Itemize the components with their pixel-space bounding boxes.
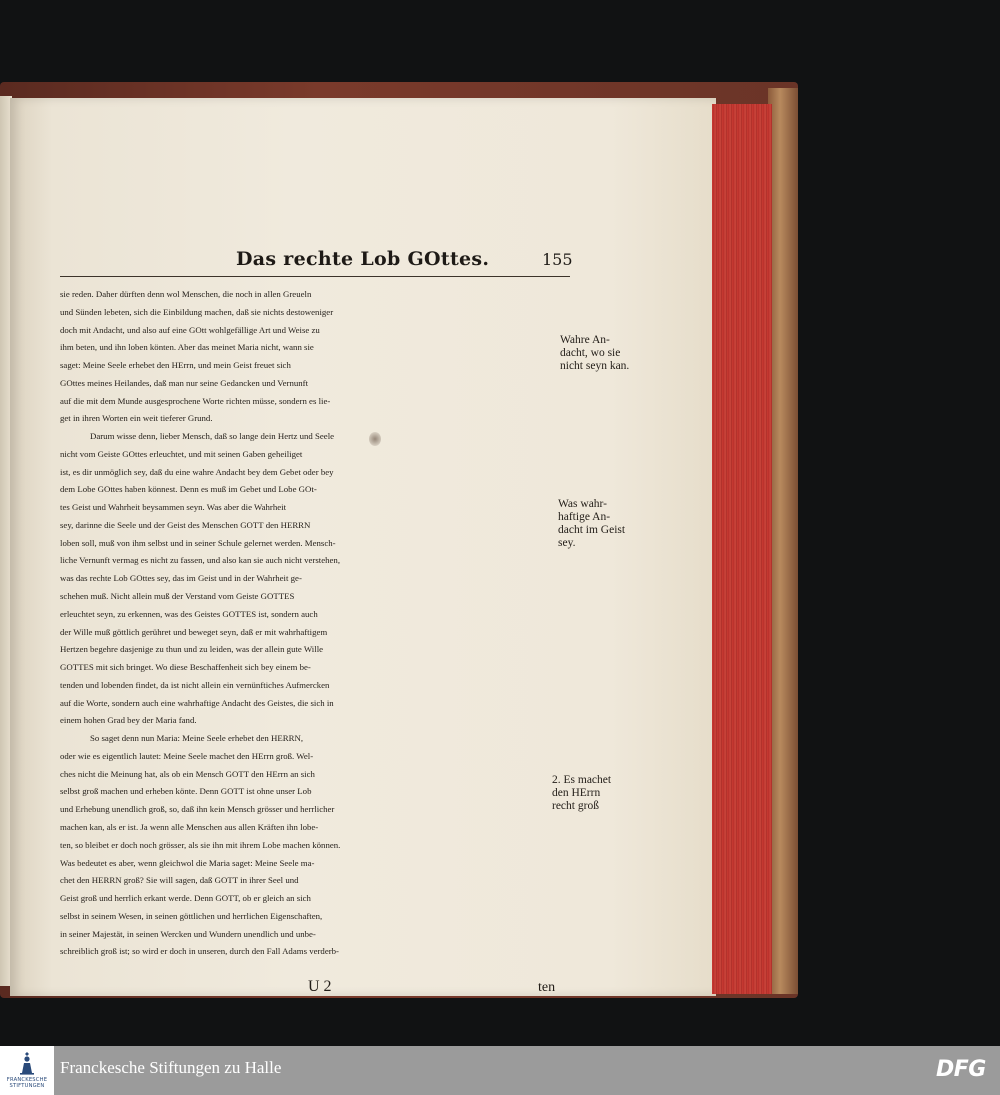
institution-name[interactable]: Franckesche Stiftungen zu Halle <box>60 1058 282 1077</box>
text-line: GOttes meines Heilandes, daß man nur seine Gedancken und Vernunft <box>60 377 309 388</box>
signature-mark: U 2 <box>308 978 332 995</box>
text-line: der Wille muß göttlich gerühret und beweget seyn, daß er mit wahrhaftigem <box>60 626 328 637</box>
margin-note-line: Wahre An- <box>560 334 610 346</box>
text-line: und Sünden lebeten, sich die Einbildung machen, daß sie nichts destoweniger <box>60 306 334 317</box>
margin-note-line: recht groß <box>552 800 599 812</box>
margin-note-line: den HErrn <box>552 787 601 799</box>
text-line: auf die mit dem Munde ausgesprochene Worte richten müsse, sondern es lie- <box>60 395 331 406</box>
red-page-edges <box>712 104 772 994</box>
header-rule <box>60 276 570 277</box>
text-line: machen kan, als er ist. Ja wenn alle Menschen aus allen Kräften ihn lobe- <box>60 821 319 832</box>
text-line: chet den HERRN groß? Sie will sagen, daß GOTT in ihrer Seel und <box>60 875 299 886</box>
text-line: Hertzen begehre dasjenige zu thun und zu leiden, was der allein gute Wille <box>60 644 324 655</box>
text-line: oder wie es eigentlich lautet: Meine Seele machet den HErrn groß. Wel- <box>60 750 314 761</box>
margin-note-line: dacht, wo sie <box>560 347 621 359</box>
margin-note-line: Was wahr- <box>558 498 607 510</box>
book-cover-edge <box>768 88 798 994</box>
text-line: was das rechte Lob GOttes sey, das im Geist und in der Wahrheit ge- <box>60 573 302 584</box>
text-line: schehen muß. Nicht allein muß der Verstand vom Geiste GOTTES <box>60 591 295 602</box>
institution-logo[interactable] <box>0 1046 54 1095</box>
text-line: erleuchtet seyn, zu erkennen, was des Geistes GOTTES ist, sondern auch <box>60 608 318 619</box>
margin-note-devotion-in-spirit <box>558 498 648 550</box>
dfg-logo[interactable]: DFG <box>936 1057 986 1082</box>
text-line: einem hohen Grad bey der Maria fand. <box>60 715 197 726</box>
margin-note-line: haftige An- <box>558 511 611 523</box>
orphan-figure-icon <box>18 1051 36 1075</box>
text-line: loben soll, muß von ihm selbst und in seiner Schule gelernet werden. Mensch- <box>60 537 336 548</box>
text-line: So saget denn nun Maria: Meine Seele erhebet den HERRN, <box>90 733 304 744</box>
text-line: Darum wisse denn, lieber Mensch, daß so lange dein Hertz und Seele <box>90 431 335 442</box>
margin-note-line: nicht seyn kan. <box>560 360 630 372</box>
margin-note-line: dacht im Geist <box>558 524 626 536</box>
text-line: ist, es dir unmöglich sey, daß du eine wahre Andacht bey dem Gebet oder bey <box>60 466 334 477</box>
text-line: sey, darinne die Seele und der Geist des Menschen GOTT den HERRN <box>60 519 311 530</box>
text-line: auf die Worte, sondern auch eine wahrhaftige Andacht des Geistes, die sich in <box>60 697 334 708</box>
page-header <box>236 248 576 278</box>
text-line: saget: Meine Seele erhebet den HErrn, und mein Geist freuet sich <box>60 360 291 371</box>
text-line: dem Lobe GOttes haben könnest. Denn es muß im Gebet und Lobe GOt- <box>60 484 317 495</box>
body-text <box>60 286 570 961</box>
margin-note-makes-lord-great <box>552 774 642 813</box>
viewer-footer <box>0 1046 1000 1095</box>
text-line: ches nicht die Meinung hat, als ob ein Mensch GOTT den HErrn an sich <box>60 768 315 779</box>
text-line: sie reden. Daher dürften denn wol Menschen, die noch in allen Greueln <box>60 289 312 299</box>
text-line: tes Geist und Wahrheit beysammen seyn. Was aber die Wahrheit <box>60 502 287 513</box>
text-line: Was bedeutet es aber, wenn gleichwol die Maria saget: Meine Seele ma- <box>60 857 315 868</box>
text-line: liche Vernunft vermag es nicht zu fassen, und also kan sie auch nicht verstehen, <box>60 555 341 566</box>
text-line: und Erhebung unendlich groß, so, daß ihn kein Mensch grösser und herrlicher <box>60 804 335 815</box>
text-line: ihm beten, und ihn loben könten. Aber das meinet Maria nicht, wann sie <box>60 342 314 353</box>
text-line: nicht vom Geiste GOttes erleuchtet, und mit seinen Gaben geheiliget <box>60 448 303 459</box>
text-line: in seiner Majestät, in seinen Wercken und Wundern unendlich und unbe- <box>60 928 316 939</box>
margin-note-line: 2. Es machet <box>552 774 612 786</box>
text-line: Geist groß und herrlich erkant werde. Denn GOTT, ob er gleich an sich <box>60 893 311 904</box>
logo-text: FRANCKESCHE STIFTUNGEN <box>6 1077 48 1089</box>
text-line: selbst groß machen und erheben könte. Denn GOTT ist ohne unser Lob <box>60 786 312 797</box>
margin-note-true-devotion <box>560 334 650 373</box>
text-line: doch mit Andacht, und also auf eine GOtt wohlgefällige Art und Weise zu <box>60 324 320 335</box>
book-page <box>10 98 716 996</box>
margin-note-line: sey. <box>558 537 576 549</box>
text-line: GOTTES mit sich bringet. Wo diese Beschaffenheit sich bey einem be- <box>60 662 311 673</box>
page-number: 155 <box>542 250 573 269</box>
catchword: ten <box>538 980 556 995</box>
running-head: Das rechte Lob GOttes. <box>236 248 490 270</box>
text-line: tenden und lobenden findet, da ist nicht allein ein vernünftiches Aufmercken <box>60 679 330 690</box>
text-line: schreiblich groß ist; so wird er doch in unseren, durch den Fall Adams verderb- <box>60 946 339 957</box>
text-line: selbst in seinem Wesen, in seinen göttlichen und herrlichen Eigenschaften, <box>60 910 323 921</box>
text-line: ten, so bleibet er doch noch grösser, als sie ihn mit ihrem Lobe machen können. <box>60 839 341 850</box>
text-line: get in ihren Worten ein weit tieferer Grund. <box>60 413 213 424</box>
